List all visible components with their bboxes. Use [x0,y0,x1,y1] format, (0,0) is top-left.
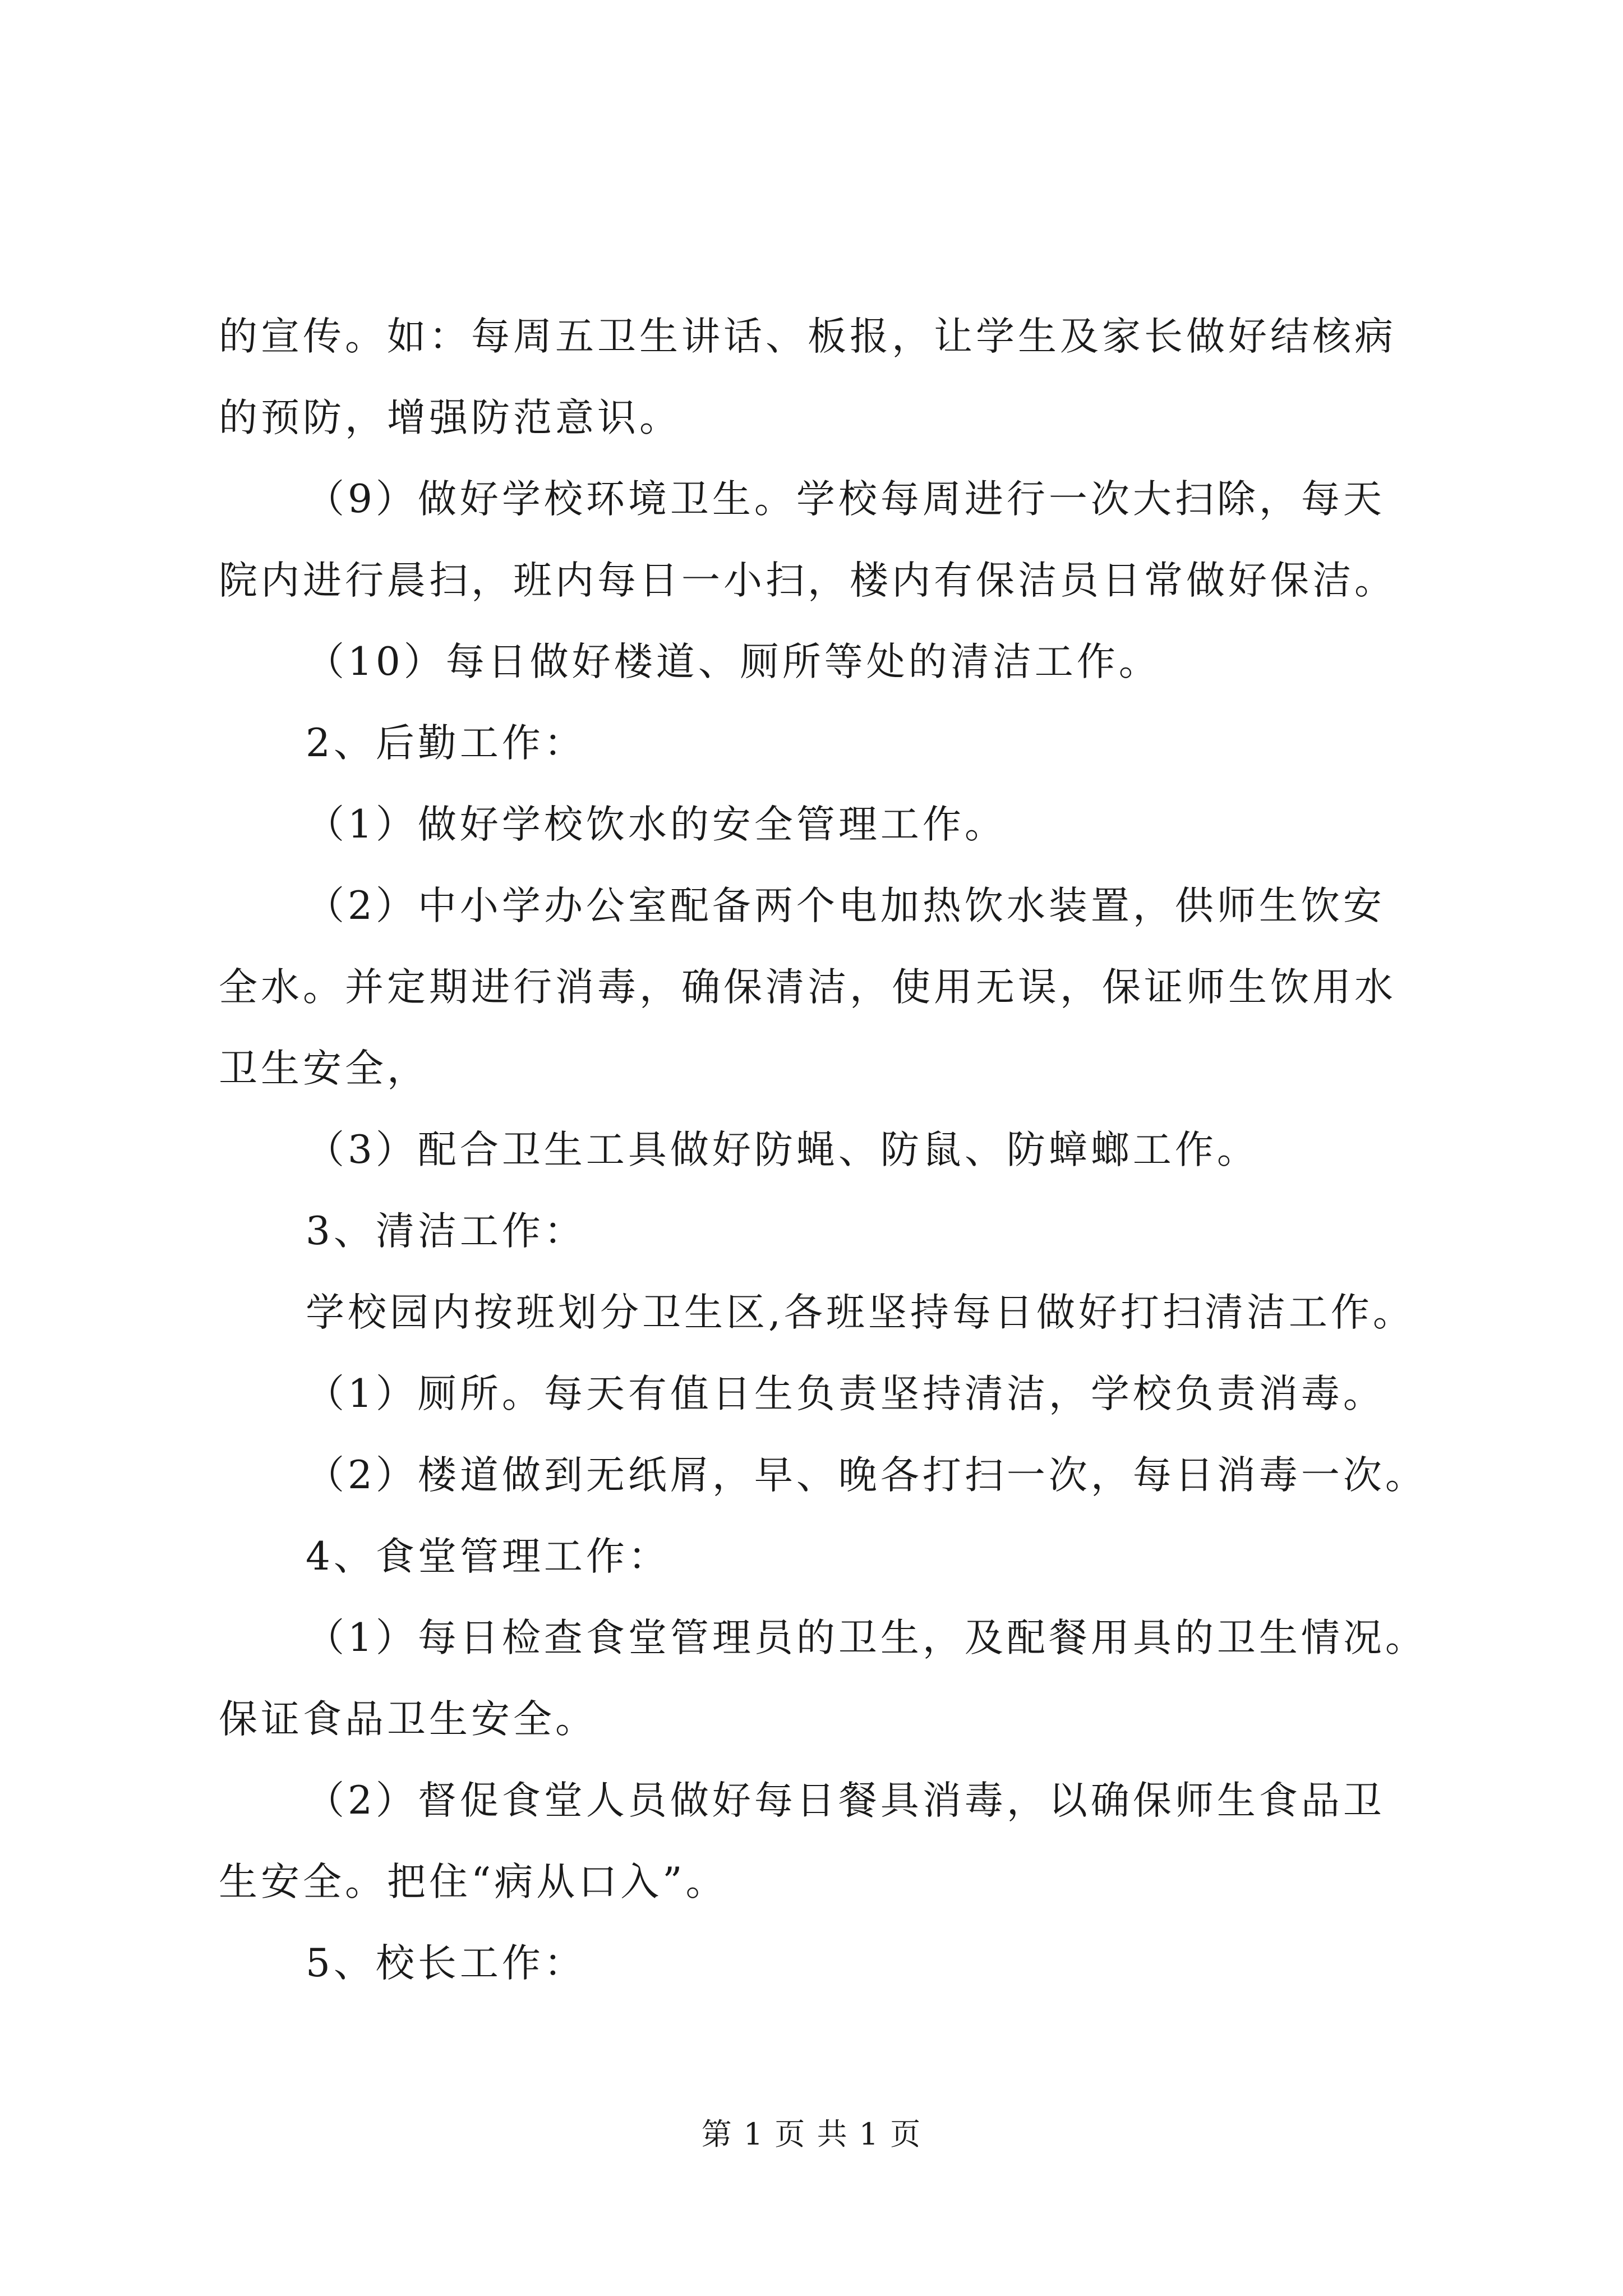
body-line: （2）中小学办公室配备两个电加热饮水装置，供师生饮安 [306,884,1385,928]
body-line: （9）做好学校环境卫生。学校每周进行一次大扫除，每天 [306,477,1385,522]
page-number-footer: 第 1 页 共 1 页 [701,2116,922,2152]
body-line: （3）配合卫生工具做好防蝇、防鼠、防蟑螂工作。 [306,1128,1259,1172]
section-heading: 3、清洁工作： [306,1209,586,1254]
body-line: （10）每日做好楼道、厕所等处的清洁工作。 [306,639,1161,684]
body-line: （2）楼道做到无纸屑，早、晚各打扫一次，每日消毒一次。 [306,1453,1427,1498]
section-heading: 5、校长工作： [306,1941,586,1986]
body-line: 学校园内按班划分卫生区,各班坚持每日做好打扫清洁工作。 [306,1290,1415,1335]
body-line: 的预防，增强防范意识。 [219,395,681,440]
body-line: （2）督促食堂人员做好每日餐具消毒，以确保师生食品卫 [306,1778,1385,1823]
section-heading: 2、后勤工作： [306,721,586,766]
body-line: 卫生安全， [219,1046,429,1091]
section-heading: 4、食堂管理工作： [306,1534,670,1579]
body-line: 全水。并定期进行消毒，确保清洁，使用无误，保证师生饮用水 [219,965,1396,1010]
body-line: （1）每日检查食堂管理员的卫生，及配餐用具的卫生情况。 [306,1616,1427,1660]
body-line: （1）做好学校饮水的安全管理工作。 [306,802,1007,847]
body-line: 生安全。把住“病从口入”。 [219,1860,728,1904]
body-line: （1）厕所。每天有值日生负责坚持清洁，学校负责消毒。 [306,1372,1385,1416]
body-line: 的宣传。如：每周五卫生讲话、板报，让学生及家长做好结核病 [219,314,1396,359]
body-line: 保证食品卫生安全。 [219,1697,597,1742]
body-line: 院内进行晨扫，班内每日一小扫，楼内有保洁员日常做好保洁。 [219,558,1396,603]
